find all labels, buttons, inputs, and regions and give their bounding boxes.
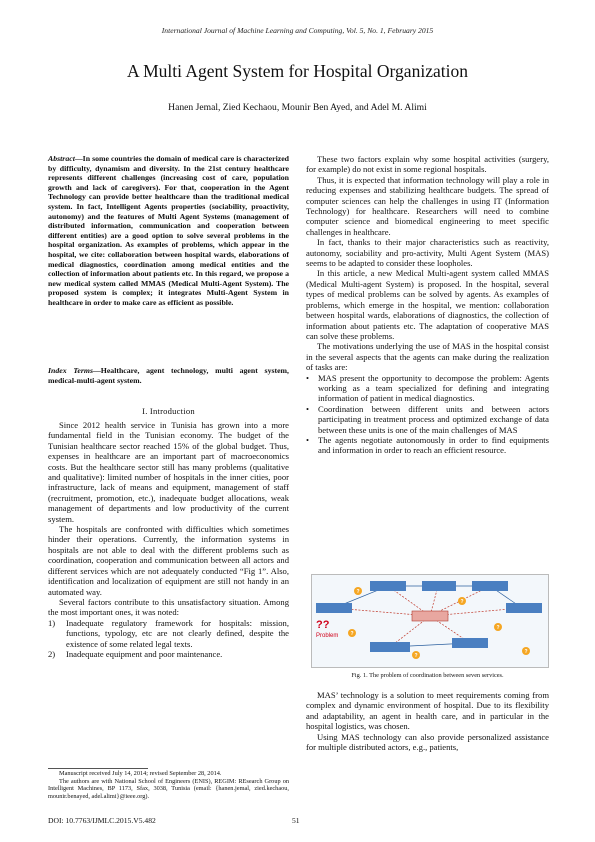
list-item: [306, 404, 549, 435]
service-node: [422, 581, 456, 591]
index-terms-label: Index Terms: [48, 366, 93, 375]
paragraph: These two factors explain why some hospital activities (surgery, for example) do not exist in some regional hospitals.: [306, 154, 549, 175]
service-node: [370, 642, 410, 652]
abstract-text: —In some countries the domain of medical care is characterized by difficulty, dynamism and diversity. In the 21st century healthcare represents different challenges (increasing cost of care, population growth and lack of caregivers). For that, cooperation in the Agent Technology can provide better healthcare than the traditional medical system. In fact, Intelligent Agents properties (sociability, proactivity, autonomy) and the features of Multi Agent Systems (management of distributed information, communication and cooperation between different entities) are a good option to solve several problems in the hospital organization. As examples of problems, which appear in the hospital, we cite: collaboration between hospital wards, elaborations of medical diagnostics, coordination among medical entities and the collection of information about patients etc. In this regard, we propose a new medical system called MMAS (Medical Multi-Agent System). The proposed system is complex; it integrates Multi-Agent System in healthcare in order to make care as efficient as possible.: [48, 154, 289, 307]
figure-problem-label: Problem: [316, 633, 339, 639]
right-column-body: [306, 154, 549, 456]
paragraph: The motivations underlying the use of MAS in the hospital consist in the several aspects that the agents can make during the realization of tasks are:: [306, 341, 549, 373]
service-node: [316, 603, 352, 613]
footnote: Manuscript received July 14, 2014; revised September 28, 2014.: [59, 770, 222, 777]
list-item: [306, 373, 549, 404]
index-terms-text: —Healthcare, agent technology, multi agent system, medical-multi-agent system.: [48, 366, 290, 385]
paragraph: MAS’ technology is a solution to meet requirements coming from complex and dynamic environment of hospital. Due to its flexibility and adaptability, an agent in health care, and in particular in the hospital logistics, was chosen.: [306, 690, 549, 732]
footnote-divider: [48, 768, 148, 769]
list-number: 2): [48, 648, 56, 659]
list-item-text: The agents negotiate autonomously in order to find equipments and information in order to reach an efficient resource.: [318, 434, 549, 456]
bullet-list: [306, 373, 549, 456]
paragraph: Several factors contribute to this unsatisfactory situation. Among the most important ones, it was noted:: [48, 596, 289, 618]
list-item: [48, 649, 289, 659]
bullet-icon: •: [306, 434, 310, 445]
left-column-body: [48, 420, 289, 659]
page-number: 51: [292, 816, 300, 825]
bullet-icon: •: [306, 403, 310, 414]
list-number: 1): [48, 617, 56, 628]
footnotes: [48, 770, 289, 801]
list-item-text: MAS present the opportunity to decompose the problem: Agents working as a team specialized for defining and integrating information of patient in medical diagnostics.: [318, 372, 549, 404]
section-heading-introduction: I. Introduction: [142, 406, 195, 416]
paper-title: A Multi Agent System for Hospital Organization: [127, 61, 468, 81]
list-item: [48, 618, 289, 649]
doi: DOI: 10.7763/IJMLC.2015.V5.482: [48, 816, 156, 825]
svg-text:?: ?: [414, 653, 418, 659]
svg-text:?: ?: [496, 625, 500, 631]
service-node: [452, 638, 488, 648]
paragraph: In this article, a new Medical Multi-agent system called MMAS (Medical Multi-agent System) is proposed. In the hospital, several types of medical problems can be solved by agents. As examples of problems, which emerge in the hospital, we mention: collaboration between hospital wards, elaborations of diagnostics, the collection of information about patients etc. The adaptation of cooperative MAS can solve these problems.: [306, 268, 549, 341]
footnote: The authors are with National School of Engineers (ENIS), REGIM: REsearch Group on Intelligent Machines, BP 1173, Sfax, 3038, Tunisia (email: {hanen.jemal, zied.kechaou, mounir.benayed, adel.alimi}@ieee.org).: [48, 777, 289, 801]
svg-text:?: ?: [460, 599, 464, 605]
service-node: [472, 581, 508, 591]
bullet-icon: •: [306, 372, 310, 383]
paragraph: Thus, it is expected that information technology will play a role in reducing expenses and stabilizing healthcare budgets. The spread of computer sciences can help the challenges in using IT (Information Technology) for healthcare. Researchers will need to combine computer science and biomedical engineering to meet specific challenges in healthcare.: [306, 174, 549, 237]
paragraph: In fact, thanks to their major characteristics such as reactivity, autonomy, sociability and pro-activity, Multi Agent System (MAS) seems to be adapted to consider these loopholes.: [306, 237, 549, 269]
list-item: [306, 435, 549, 456]
list-item-text: Inadequate equipment and poor maintenance.: [66, 648, 223, 659]
svg-text:?: ?: [350, 631, 354, 637]
abstract-label: Abstract: [48, 154, 75, 163]
paragraph: Since 2012 health service in Tunisia has grown into a more fundamental field in the Tunisian economy. The budget of the Tunisian healthcare sector reached 15% of the global budget. Thus, expenses in healthcare are an important part of macroeconomics costs. But the healthcare sector still has many problems (qualitative and qualitative): limited number of hospitals in the inner cities, poor infrastructure, lack of means and equipment, management of staff (recruitment, promotion, etc.), inadequate budget allocations, weak management of departments and low productivity of the current system.: [48, 420, 289, 524]
journal-header: International Journal of Machine Learning and Computing, Vol. 5, No. 1, February 2015: [161, 26, 434, 35]
figure-caption: Fig. 1. The problem of coordination between seven services.: [351, 672, 504, 679]
svg-text:?: ?: [356, 589, 360, 595]
index-terms: [48, 366, 289, 385]
svg-text:?: ?: [524, 649, 528, 655]
figure-coordination-problem: [311, 574, 549, 668]
list-item-text: Inadequate regulatory framework for hospitals: mission, functions, typology, etc are not clearly defined, despite the existence of some related legal texts.: [66, 617, 289, 649]
figure-question-marks: ??: [316, 619, 330, 631]
list-item-text: Coordination between different units and between actors participating in treatment process and optimized exchange of data between these units is one of the main challenges of MAS: [318, 403, 549, 435]
service-node: [370, 581, 406, 591]
numbered-list: [48, 618, 289, 660]
figure-diagram: [312, 575, 548, 667]
problem-node: [412, 611, 448, 621]
authors: Hanen Jemal, Zied Kechaou, Mounir Ben Ayed, and Adel M. Alimi: [168, 102, 427, 113]
service-node: [506, 603, 542, 613]
abstract: [48, 154, 289, 308]
paragraph: Using MAS technology can also provide personalized assistance for multiple distributed actors, e.g., patients,: [306, 731, 549, 753]
paragraph: The hospitals are confronted with difficulties which sometimes hinder their operations. Currently, the information systems in hospitals are not able to deal with the different problems such as coordination, cooperation and communication between all actors and different services which are not adequately conducted “Fig 1”. Also, identification and localization of equipment are still not handy in an automated way.: [48, 524, 289, 597]
right-column-body-continued: [306, 690, 549, 752]
